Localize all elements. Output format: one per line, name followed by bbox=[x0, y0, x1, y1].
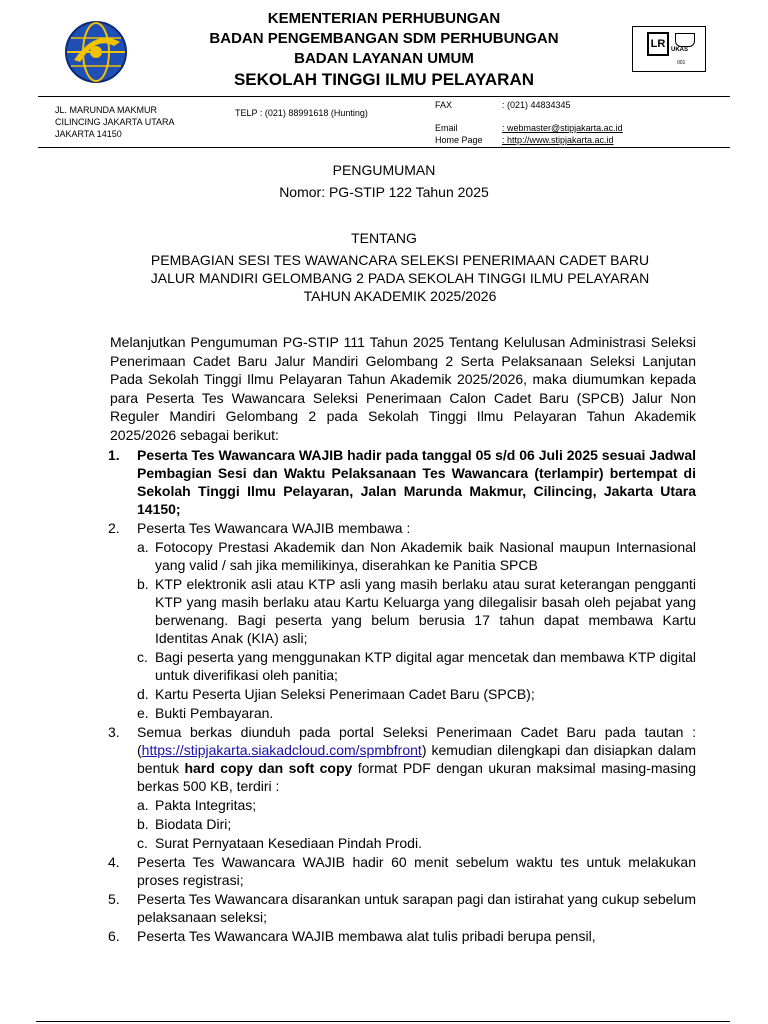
sub-item bbox=[137, 575, 696, 647]
ukas-number: 001 bbox=[677, 60, 686, 66]
homepage-label: Home Page bbox=[435, 135, 483, 145]
item-number: 5. bbox=[108, 891, 120, 907]
subject-line-2: JALUR MANDIRI GELOMBANG 2 PADA SEKOLAH TINGGI ILMU PELAYARAN bbox=[150, 270, 650, 286]
sub-letter: d. bbox=[137, 686, 149, 702]
item-text: Peserta Tes Wawancara disarankan untuk sarapan pagi dan istirahat yang cukup sebelum pelaksanaan seleksi; bbox=[137, 891, 696, 925]
item-text-part: format PDF dengan ukuran maksimal masing-masing berkas 500 KB, terdiri : bbox=[137, 760, 696, 794]
doc-about: TENTANG bbox=[351, 230, 417, 246]
sub-text: Pakta Integritas; bbox=[155, 797, 257, 813]
sub-text: Bukti Pembayaran. bbox=[155, 705, 274, 721]
sub-letter: b. bbox=[137, 576, 149, 592]
ukas-text: UKAS bbox=[671, 47, 689, 53]
sub-item bbox=[137, 685, 696, 703]
item-text bbox=[137, 723, 696, 795]
item-number: 4. bbox=[108, 854, 120, 870]
email-value[interactable]: : webmaster@stipjakarta.ac.id bbox=[502, 123, 623, 133]
subject-line-1: PEMBAGIAN SESI TES WAWANCARA SELEKSI PENERIMAAN CADET BARU bbox=[150, 252, 650, 268]
sub-letter: e. bbox=[137, 705, 149, 721]
sub-letter: a. bbox=[137, 797, 149, 813]
unit-name: BADAN LAYANAN UMUM bbox=[294, 50, 474, 67]
list-item bbox=[108, 927, 696, 945]
sub-text: Biodata Diri; bbox=[155, 816, 232, 832]
item-text-part: Semua berkas diunduh pada portal Seleksi Penerimaan Cadet Baru pada tautan : ( bbox=[137, 724, 696, 758]
list-item bbox=[108, 519, 696, 722]
school-name: SEKOLAH TINGGI ILMU PELAYARAN bbox=[233, 70, 535, 89]
fax-label: FAX bbox=[435, 100, 453, 110]
item-body bbox=[137, 519, 696, 722]
sub-text: KTP elektronik asli atau KTP asli yang masih berlaku atau surat keterangan pengganti KTP yang masih berlaku atau Kartu Keluarga yang dilegalisir basah oleh pejabat yang berwenang. Bagi peserta yang belum berusia 17 tahun dapat membawa Kartu Identitas Anak (KIA) asli; bbox=[155, 576, 696, 646]
lr-text: LR bbox=[650, 38, 666, 50]
sub-text: Surat Pernyataan Kesediaan Pindah Prodi. bbox=[155, 835, 422, 851]
address-line-1: JL. MARUNDA MAKMUR bbox=[55, 105, 158, 115]
announcement-list bbox=[108, 446, 696, 946]
list-item bbox=[108, 853, 696, 889]
ukas-crown-icon bbox=[675, 33, 695, 47]
sub-text: Fotocopy Prestasi Akademik dan Non Akademik baik Nasional maupun Internasional yang valid / sah jika memilikinya, diserahkan ke Panitia SPCB bbox=[155, 539, 696, 573]
doc-title: PENGUMUMAN bbox=[332, 162, 436, 178]
lr-logo-icon bbox=[647, 32, 669, 56]
header-rule-bottom bbox=[38, 147, 730, 148]
certification-badge bbox=[632, 26, 706, 72]
email-link[interactable] bbox=[502, 122, 623, 134]
agency-name: BADAN PENGEMBANGAN SDM PERHUBUNGAN bbox=[209, 30, 559, 47]
doc-number: Nomor: PG-STIP 122 Tahun 2025 bbox=[279, 184, 489, 200]
item-number: 1. bbox=[108, 447, 120, 463]
telp: TELP : (021) 88991618 (Hunting) bbox=[235, 108, 368, 118]
sub-item bbox=[137, 834, 696, 852]
sub-letter: b. bbox=[137, 816, 149, 832]
item-number: 6. bbox=[108, 928, 120, 944]
address-line-2: CILINCING JAKARTA UTARA bbox=[55, 117, 175, 127]
ministry-name: KEMENTERIAN PERHUBUNGAN bbox=[267, 10, 501, 27]
subject-line-3: TAHUN AKADEMIK 2025/2026 bbox=[303, 288, 497, 304]
email-label: Email bbox=[435, 123, 458, 133]
sub-item bbox=[137, 648, 696, 684]
address-block bbox=[55, 104, 175, 140]
sub-text: Bagi peserta yang menggunakan KTP digital agar mencetak dan membawa KTP digital untuk diverifikasi oleh panitia; bbox=[155, 649, 696, 683]
homepage-value[interactable]: : http://www.stipjakarta.ac.id bbox=[502, 135, 614, 145]
homepage-link[interactable] bbox=[502, 134, 614, 146]
item-body bbox=[137, 723, 696, 852]
item-number: 3. bbox=[108, 724, 120, 740]
address-line-3: JAKARTA 14150 bbox=[55, 129, 122, 139]
list-item bbox=[108, 446, 696, 518]
fax-value: : (021) 44834345 bbox=[502, 100, 571, 110]
item-text: Peserta Tes Wawancara WAJIB hadir pada tanggal 05 s/d 06 Juli 2025 sesuai Jadwal Pembagian Sesi dan Waktu Pelaksanaan Tes Wawancara (terlampir) bertempat di Sekolah Tinggi Ilmu Pelayaran, Jalan Marunda Makmur, Cilincing, Jakarta Utara 14150; bbox=[137, 447, 696, 517]
item-number: 2. bbox=[108, 520, 120, 536]
sub-item bbox=[137, 796, 696, 814]
footer-rule bbox=[36, 1021, 730, 1022]
item-text-part: ) kemudian dilengkapi dan disiapkan dalam bentuk bbox=[137, 742, 696, 776]
header-rule bbox=[38, 96, 730, 97]
intro-paragraph: Melanjutkan Pengumuman PG-STIP 111 Tahun 2025 Tentang Kelulusan Administrasi Seleksi Penerimaan Cadet Baru Jalur Mandiri Gelombang 2 Serta Pelaksanaan Seleksi Lanjutan Pada Sekolah Tinggi Ilmu Pelayaran Tahun Akademik 2025/2026, maka diumumkan kepada para Peserta Tes Wawancara Seleksi Penerimaan Calon Cadet Baru (SPCB) Jalur Non Reguler Mandiri Gelombang 2 pada Sekolah Tinggi Ilmu Pelayaran Tahun Akademik 2025/2026 sebagai berikut: bbox=[110, 334, 696, 443]
sub-letter: c. bbox=[137, 835, 148, 851]
doc-subject bbox=[110, 251, 690, 305]
sub-item bbox=[137, 815, 696, 833]
sub-item bbox=[137, 538, 696, 574]
sub-text: Kartu Peserta Ujian Seleksi Penerimaan Cadet Baru (SPCB); bbox=[155, 686, 535, 702]
list-item bbox=[108, 723, 696, 852]
list-item bbox=[108, 890, 696, 926]
spmb-portal-link[interactable]: https://stipjakarta.siakadcloud.com/spmbfront bbox=[141, 742, 422, 758]
sub-letter: c. bbox=[137, 649, 148, 665]
item-text: Peserta Tes Wawancara WAJIB membawa alat tulis pribadi berupa pensil, bbox=[137, 928, 596, 944]
sub-letter: a. bbox=[137, 539, 149, 555]
item-text-bold: hard copy dan soft copy bbox=[184, 760, 353, 776]
item-text: Peserta Tes Wawancara WAJIB hadir 60 menit sebelum waktu tes untuk melakukan proses registrasi; bbox=[137, 854, 696, 888]
item-text: Peserta Tes Wawancara WAJIB membawa : bbox=[137, 520, 411, 536]
sub-item bbox=[137, 704, 696, 722]
